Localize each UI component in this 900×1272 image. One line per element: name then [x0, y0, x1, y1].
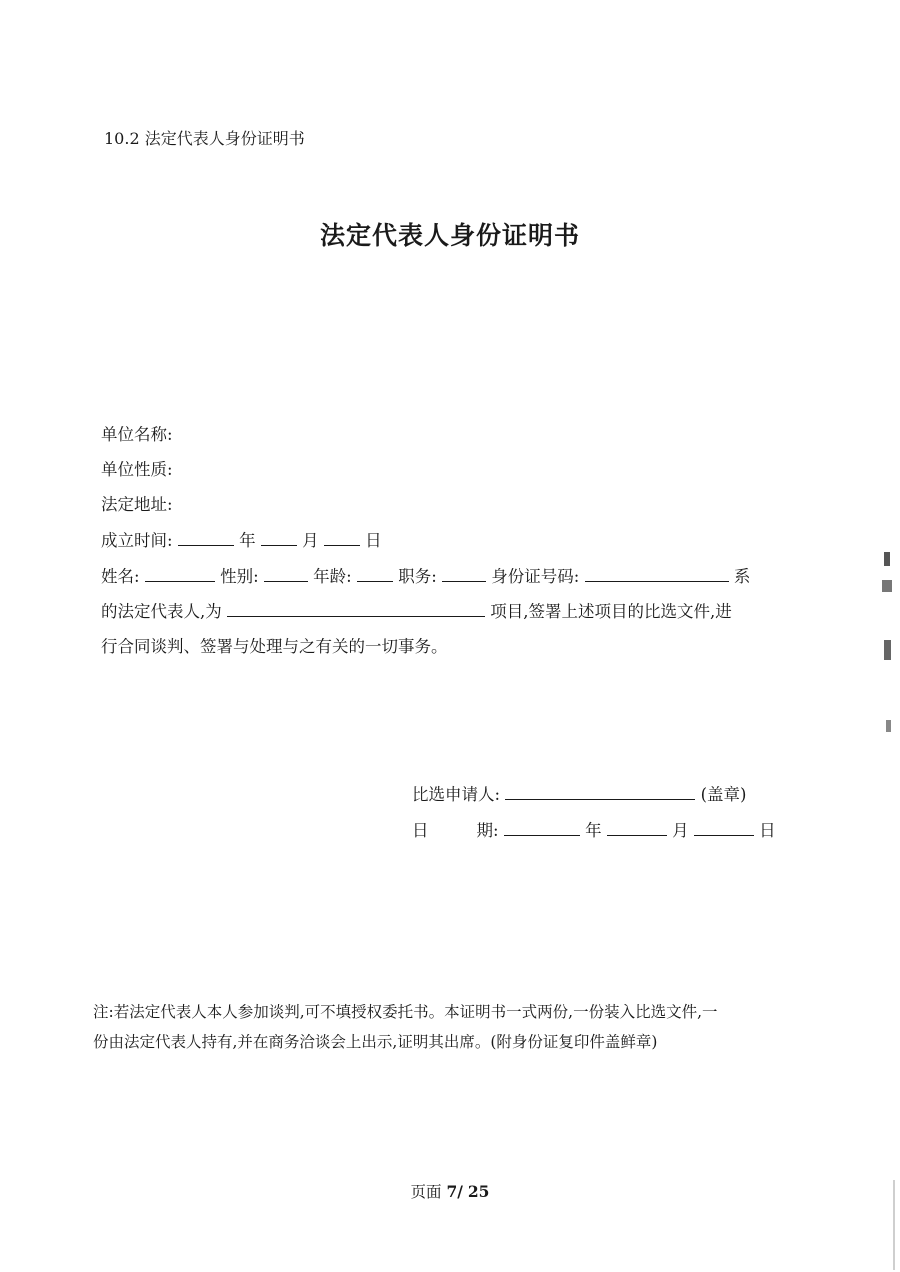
authorization-row-3: 行合同谈判、签署与处理与之有关的一切事务。 — [101, 637, 448, 656]
established-month-blank[interactable] — [261, 529, 297, 546]
project-name-blank[interactable] — [227, 600, 485, 617]
scan-artifact — [884, 552, 890, 566]
id-label: 身份证号码: — [491, 567, 580, 586]
scan-artifact — [893, 1180, 895, 1270]
page-separator: / — [457, 1182, 463, 1201]
unit-name-row — [101, 421, 173, 445]
document-title: 法定代表人身份证明书 — [319, 221, 580, 250]
unit-nature-label: 单位性质: — [101, 460, 173, 479]
sign-year-unit: 年 — [585, 821, 602, 840]
position-blank[interactable] — [442, 565, 486, 582]
established-label: 成立时间: — [101, 531, 173, 550]
note-line-1: 注:若法定代表人本人参加谈判,可不填授权委托书。本证明书一式两份,一份装入比选文件,一 — [93, 1003, 718, 1021]
date-label-a: 日 — [412, 821, 429, 840]
authorization-row — [101, 598, 732, 622]
established-year-unit: 年 — [239, 531, 256, 550]
established-day-unit: 日 — [365, 531, 382, 550]
note-line-2: 份由法定代表人持有,并在商务洽谈会上出示,证明其出席。(附身份证复印件盖鲜章) — [93, 1033, 658, 1051]
applicant-row — [412, 781, 746, 805]
identity-row — [101, 563, 750, 587]
position-label: 职务: — [398, 567, 437, 586]
sign-day-blank[interactable] — [694, 819, 754, 836]
applicant-label: 比选申请人: — [412, 785, 501, 804]
gender-label: 性别: — [220, 567, 259, 586]
scan-artifact — [884, 640, 891, 660]
established-row — [101, 527, 382, 551]
xi-text: 系 — [733, 567, 751, 586]
sign-day-unit: 日 — [759, 821, 776, 840]
name-blank[interactable] — [145, 565, 215, 582]
page-current: 7 — [446, 1182, 458, 1201]
page-total: 25 — [467, 1182, 490, 1201]
name-label: 姓名: — [101, 567, 140, 586]
address-row — [101, 491, 173, 515]
unit-nature-row — [101, 456, 173, 480]
sign-year-blank[interactable] — [504, 819, 580, 836]
unit-name-label: 单位名称: — [101, 425, 173, 444]
established-month-unit: 月 — [302, 531, 319, 550]
sign-month-blank[interactable] — [607, 819, 667, 836]
id-number-blank[interactable] — [585, 565, 729, 582]
authorization-prefix: 的法定代表人,为 — [101, 602, 222, 621]
gender-blank[interactable] — [264, 565, 308, 582]
sign-month-unit: 月 — [672, 821, 689, 840]
sign-date-row — [412, 817, 776, 841]
section-heading: 10.2 法定代表人身份证明书 — [104, 129, 305, 148]
age-label: 年龄: — [313, 567, 352, 586]
established-year-blank[interactable] — [178, 529, 234, 546]
page-footer — [0, 1180, 900, 1202]
established-day-blank[interactable] — [324, 529, 360, 546]
address-label: 法定地址: — [101, 495, 173, 514]
age-blank[interactable] — [357, 565, 393, 582]
seal-note: (盖章) — [700, 785, 747, 804]
scan-artifact — [882, 580, 892, 592]
page-label: 页面 — [410, 1183, 442, 1201]
scan-artifact — [886, 720, 891, 732]
authorization-suffix: 项目,签署上述项目的比选文件,进 — [490, 602, 732, 621]
applicant-blank[interactable] — [505, 783, 695, 800]
date-label-b: 期: — [476, 821, 499, 840]
